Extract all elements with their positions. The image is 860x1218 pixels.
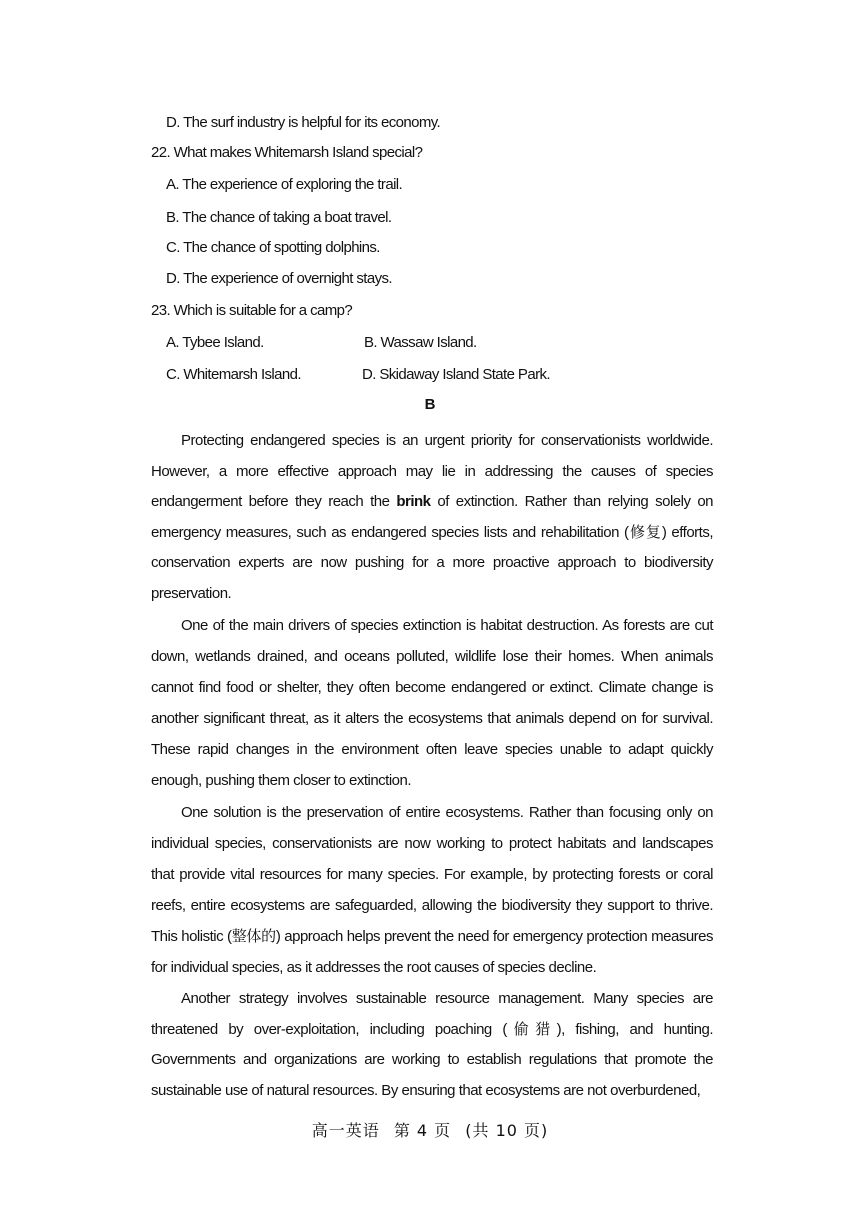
p2-text: One of the main drivers of species extinction is habitat destruction. As forests are cut down, wetlands drained, and oceans polluted, wildlife lose their homes. When animals cannot find food or shelter, they often become endangered or extinct. Climate change is another significant threat, as it alters the ecosystems that animals depend on for survival. These rapid changes in the environment often leave species unable to adapt quickly enough, pushing them closer to extinction. bbox=[151, 617, 713, 789]
question-22-option-d: D. The experience of overnight stays. bbox=[166, 270, 392, 287]
question-23-stem: 23. Which is suitable for a camp? bbox=[151, 302, 353, 319]
footer-page-number: 第 4 页 bbox=[393, 1121, 452, 1140]
footer-subject: 高一英语 bbox=[311, 1121, 380, 1140]
p3-text: One solution is the preservation of entire ecosystems. Rather than focusing only on individual species, conservationists are now working to protect habitats and landscapes that provide vital resources for many species. For example, by protecting forests or coral reefs, entire ecosystems are safeguarded, allowing the biodiversity they support to thrive. This holistic (整体的) approach helps prevent the need for emergency protection measures for individual species, as it addresses the root causes of species decline. bbox=[151, 804, 713, 976]
question-21-option-d: D. The surf industry is helpful for its economy. bbox=[166, 114, 441, 131]
question-22-option-a: A. The experience of exploring the trail. bbox=[166, 176, 403, 193]
section-b-heading: B bbox=[424, 396, 436, 413]
p4-text: Another strategy involves sustainable resource management. Many species are threatened by over-exploitation, including poaching (偷猎), fishing, and hunting. Governments and organizations are working to establish regulations that promote the sustainable use of natural resources. By ensuring that ecosystems are not overburdened, bbox=[151, 990, 713, 1099]
question-23-option-b: B. Wassaw Island. bbox=[364, 334, 477, 351]
p1-text-end: of extinction. Rather than relying solely on emergency measures, such as endangered species lists and rehabilitation (修复) efforts, conservation experts are now pushing for a more proactive approach to biodiversity preservation. bbox=[151, 493, 714, 602]
question-22-stem: 22. What makes Whitemarsh Island special? bbox=[151, 144, 423, 161]
question-23-option-c: C. Whitemarsh Island. bbox=[166, 366, 301, 383]
passage-paragraph-1 bbox=[151, 426, 713, 609]
vocab-word-brink: brink bbox=[396, 493, 431, 510]
page-footer bbox=[0, 1118, 860, 1141]
question-23-option-d: D. Skidaway Island State Park. bbox=[362, 366, 550, 383]
p1-text-start: Protecting endangered species is an urgent priority for conservationists worldwide. However, a more effective approach may lie in addressing the causes of species endangerment before they reach the bbox=[151, 432, 713, 510]
question-23-option-a: A. Tybee Island. bbox=[166, 334, 264, 351]
footer-total-pages: (共 10 页) bbox=[465, 1121, 549, 1140]
question-22-option-b: B. The chance of taking a boat travel. bbox=[166, 209, 392, 226]
passage-b bbox=[151, 426, 713, 1106]
passage-paragraph-2 bbox=[151, 610, 713, 796]
question-22-option-c: C. The chance of spotting dolphins. bbox=[166, 239, 380, 256]
passage-paragraph-3 bbox=[151, 797, 713, 983]
passage-paragraph-4 bbox=[151, 984, 713, 1106]
